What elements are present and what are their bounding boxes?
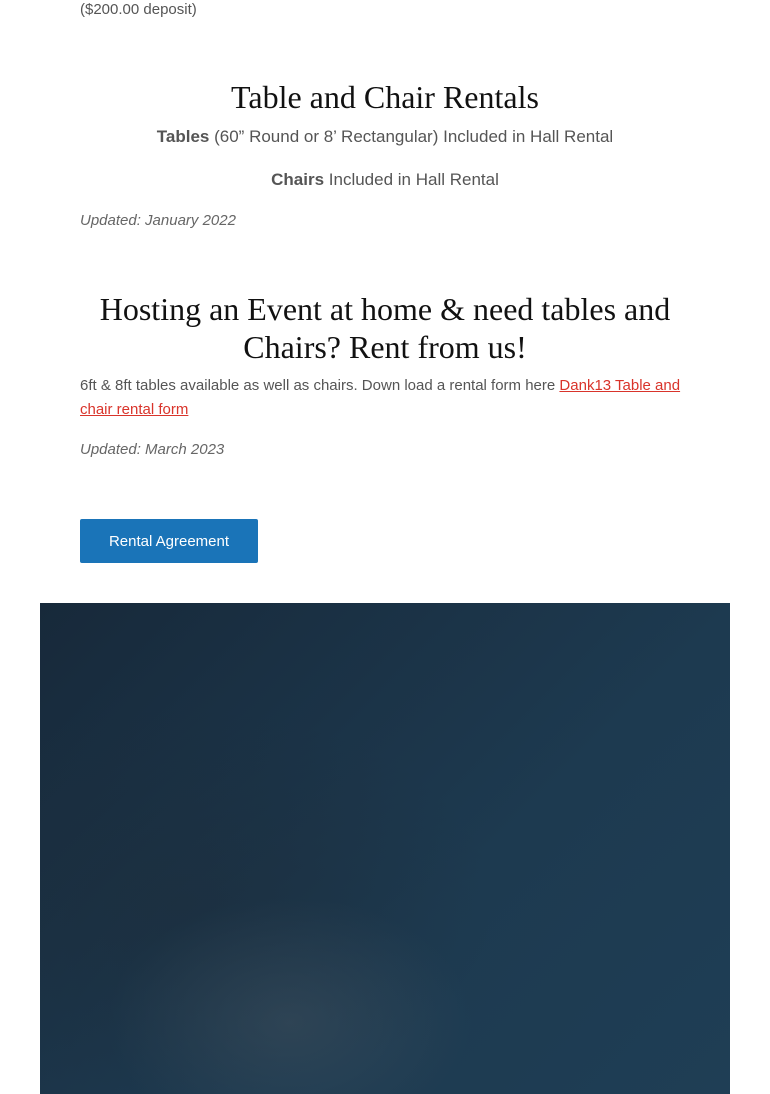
tables-text: (60” Round or 8’ Rectangular) Included in Hall Rental <box>209 127 614 146</box>
home-event-updated: Updated: March 2023 <box>80 441 225 458</box>
tables-label: Tables <box>156 127 210 146</box>
rental-form-link[interactable]: Dank13 Table and chair rental form <box>80 377 681 418</box>
table-chair-updated: Updated: January 2022 <box>80 212 236 229</box>
hero-image <box>40 603 730 1094</box>
tables-line <box>80 126 690 148</box>
chairs-text: Included in Hall Rental <box>324 170 499 189</box>
home-event-heading: Hosting an Event at home & need tables and Chairs? Rent from us! <box>99 291 671 365</box>
deposit-note: ($200.00 deposit) <box>80 1 197 18</box>
home-event-paragraph <box>80 374 695 422</box>
home-event-body: 6ft & 8ft tables available as well as chairs. Down load a rental form here <box>80 377 560 394</box>
chairs-line <box>80 169 690 191</box>
rental-agreement-button[interactable]: Rental Agreement <box>80 519 258 563</box>
chairs-label: Chairs <box>271 170 325 189</box>
table-chair-rentals-heading: Table and Chair Rentals <box>231 79 539 115</box>
